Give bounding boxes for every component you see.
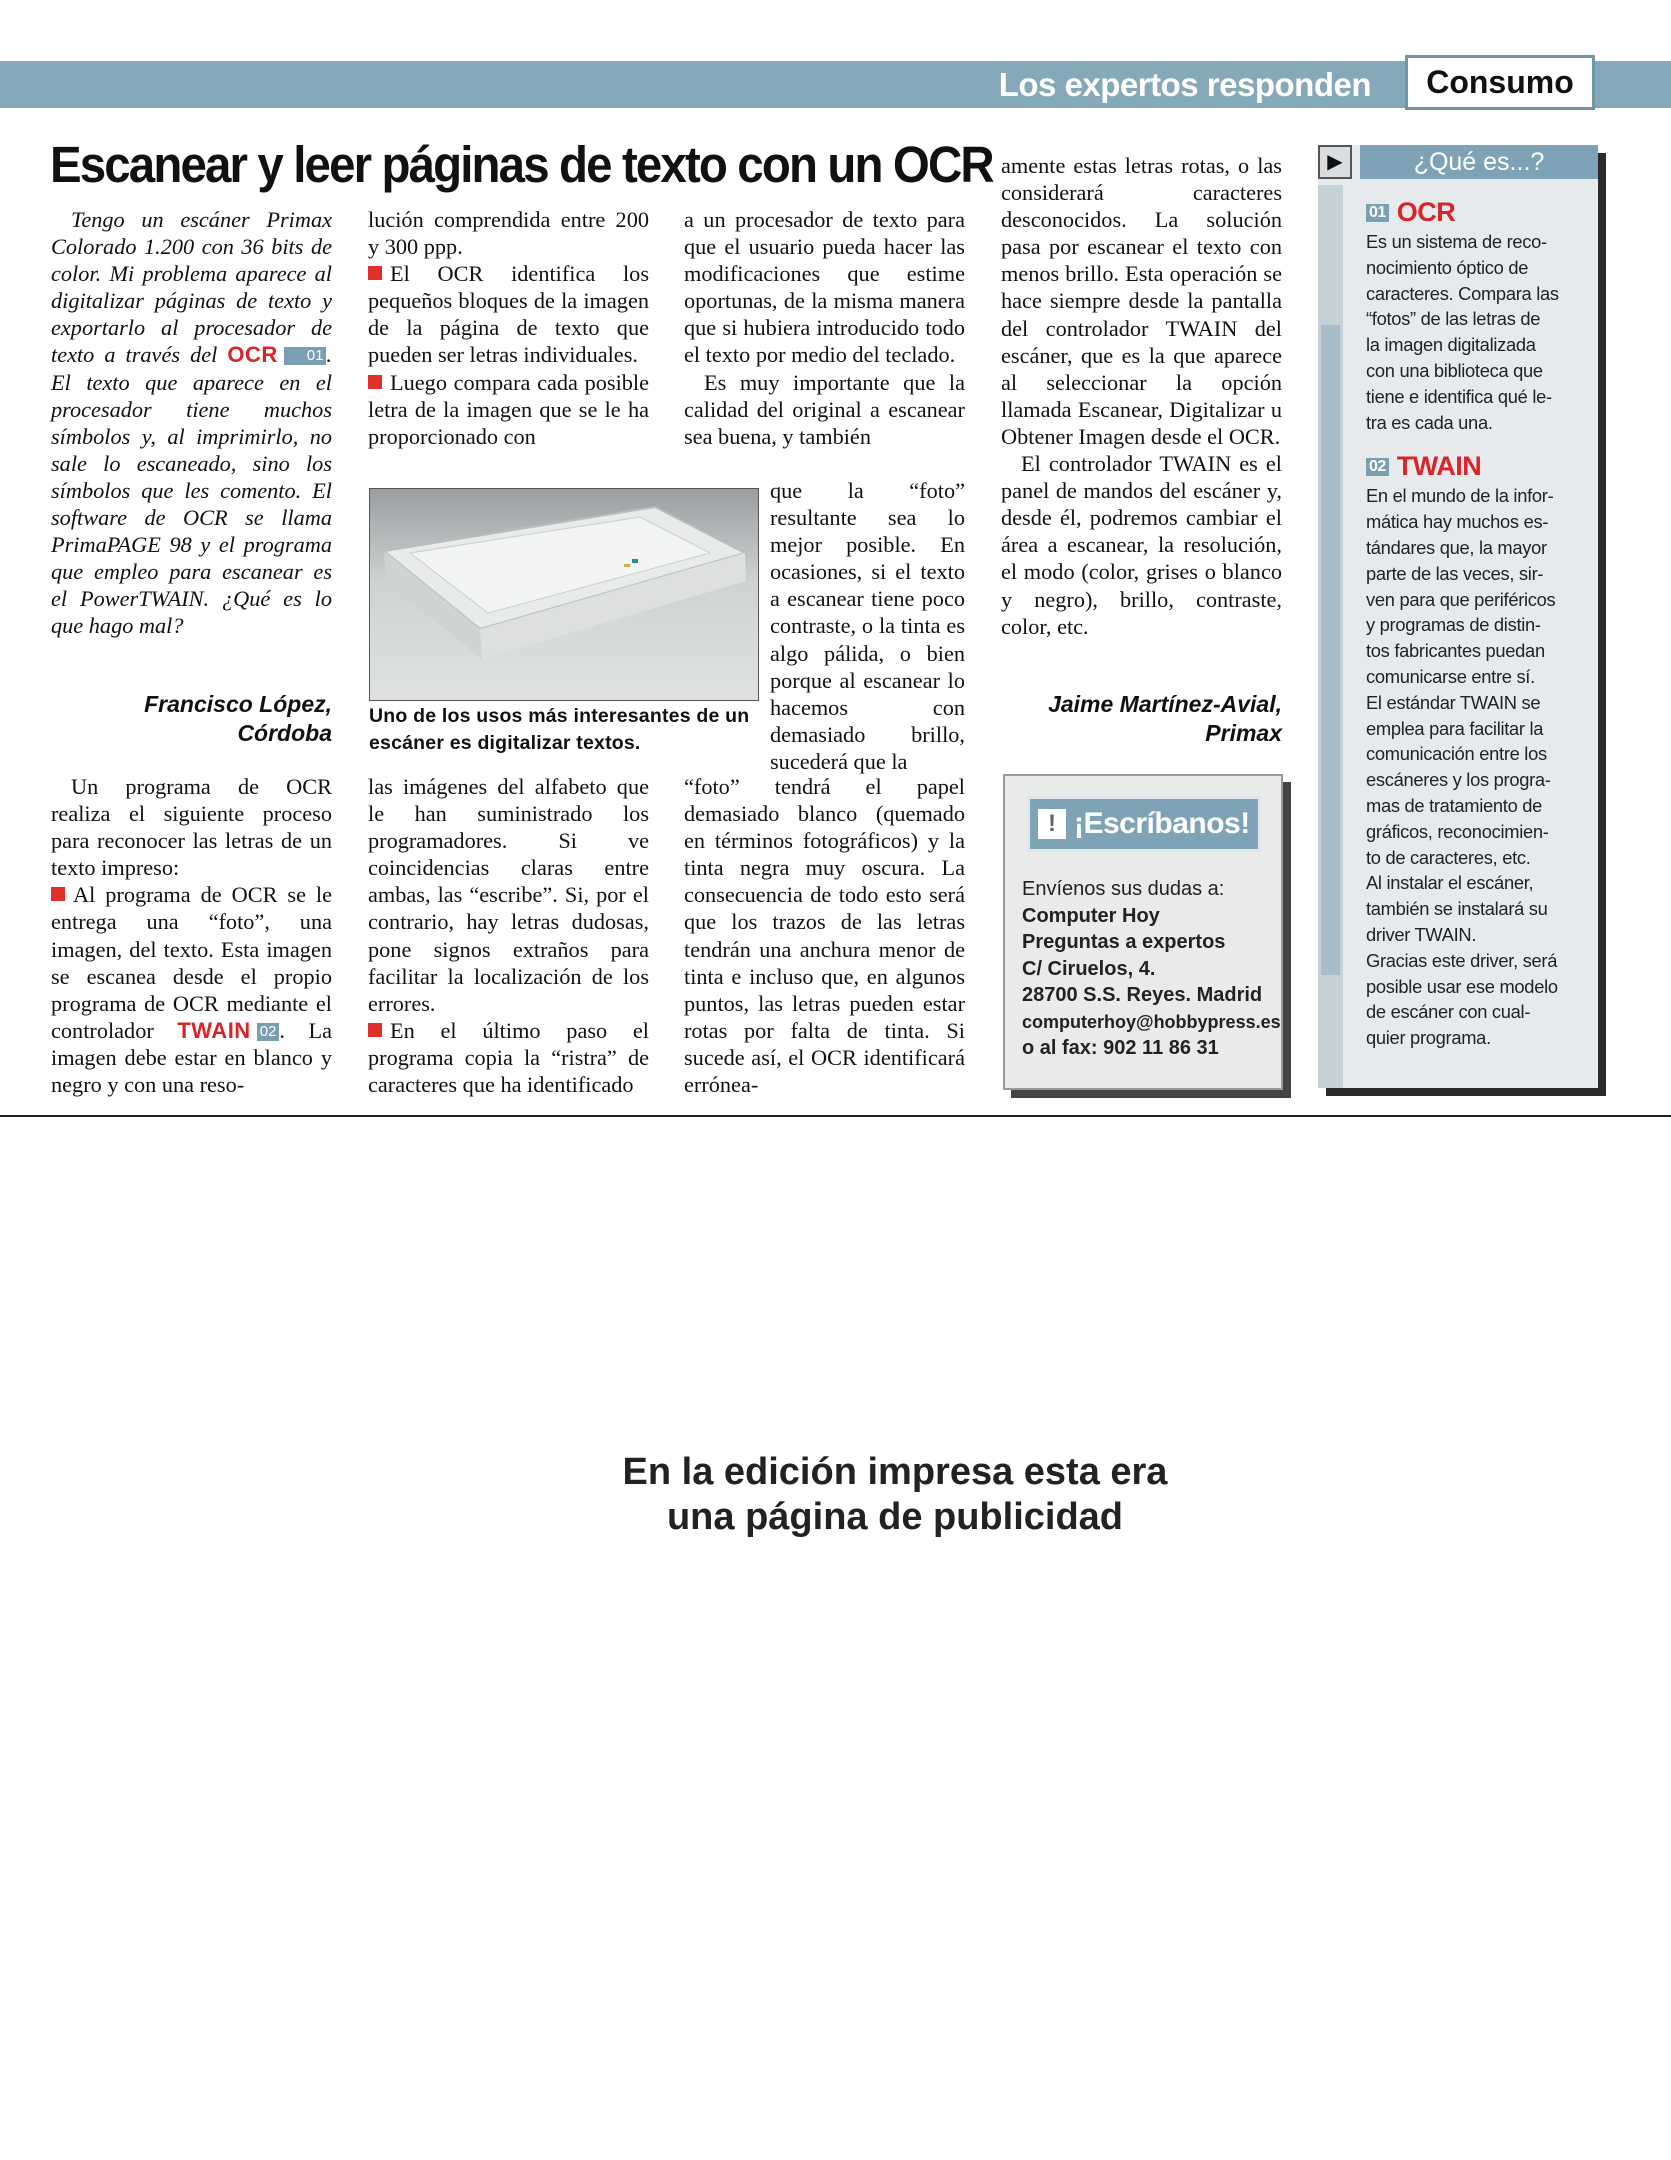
play-arrow-icon[interactable]: ▶	[1318, 145, 1352, 179]
answer-column-3-bottom: “foto” tendrá el papel demasiado blanco (quemado en términos fotográficos) y la tinta negra muy oscura. La consecuencia de todo esto será que los trazos de las letras tendrán una anchura menor de tinta e incluso que, en algunos puntos, las letras pueden estar rotas por falta de tinta. Si sucede así, el OCR identificará errónea-	[684, 774, 965, 1098]
answer-paragraph: Al programa de OCR se le entrega una “foto”, una imagen, del texto. Esta imagen se escanea desde el propio programa de OCR mediante el controlador TWAIN 02 . La imagen debe estar en blanco y negro y con una reso-	[51, 882, 333, 1098]
answer-signature: Jaime Martínez-Avial, Primax	[1048, 691, 1282, 746]
reader-question: Tengo un escáner Primax Colorado 1.200 con 36 bits de color. Mi problema aparece al digitalizar páginas de texto y exportarlo al procesador de texto a través del OCR 01 . El texto que aparece en el procesador tiene muchos símbolos y, al imprimirlo, no sale lo escaneado, sino los símbolos que les comento. El software de OCR se llama PrimaPAGE 98 y el programa que empleo para escanear es el PowerTWAIN. ¿Qué es lo que hago mal?	[51, 207, 332, 639]
answer-column-3-top: a un procesador de texto para que el usuario pueda hacer las modificaciones que estime oportunas, de la misma manera que si hubiera introducido todo el texto por medio del teclado. Es muy importante que la calidad del original a escanear sea buena, y también	[684, 207, 965, 449]
glossary-definition-twain: En el mundo de la infor- mática hay muchos es- tándares que, la mayor parte de las veces, sir- ven para que periféricos y programas de distin- tos fabricantes puedan comunicarse entre sí. El estándar TWAIN se emplea para facilitar la comunicación entre los escáneres y los progra- mas de tratamiento de gráficos, reconocimien- to de caracteres, etc. Al instalar el escáner, también se instalará su driver TWAIN. Gracias este driver, será posible usar ese modelo de escáner con cual- quier programa.	[1366, 485, 1558, 1049]
glossary-definition-ocr: Es un sistema de reco- nocimiento óptico de caracteres. Compara las “fotos” de las letras de la imagen digitalizada con una biblioteca que tiene e identifica qué le- tra es cada una.	[1366, 231, 1559, 433]
article-headline: Escanear y leer páginas de texto con un OCR	[50, 136, 993, 193]
bullet-icon	[51, 887, 65, 901]
contact-email[interactable]: computerhoy@hobbypress.es	[1022, 1011, 1281, 1032]
photo-caption: Uno de los usos más interesantes de un escáner es digitalizar textos.	[369, 705, 750, 754]
sidebar-scrollbar[interactable]	[1318, 185, 1343, 1088]
write-to-us-box	[1003, 774, 1283, 1090]
glossary-term-twain: 02 TWAIN	[1366, 449, 1588, 483]
answer-paragraph: En el último paso el programa copia la “ristra” de caracteres que ha identificado	[368, 1017, 649, 1098]
glossary-title: ¿Qué es...?	[1360, 145, 1598, 179]
write-to-us-title: ¡Escríbanos!	[1074, 807, 1250, 840]
answer-column-1	[51, 773, 332, 1098]
term-ocr-link[interactable]: OCR	[227, 342, 278, 368]
write-to-us-header	[1027, 796, 1261, 852]
advertisement-note: En la edición impresa esta era una página de publicidad	[622, 1451, 1168, 1538]
exclamation-icon: !	[1038, 809, 1066, 839]
sidebar-scroll-thumb[interactable]	[1321, 325, 1340, 975]
answer-column-2-bottom: las imágenes del alfabeto que le han suministrado los programadores. Si ve coincidencias claras entre ambas, las “escribe”. Si, por el contrario, hay letras dudosas, pone signos extraños para facilitar la localización de los errores. En el último paso el programa copia la “ristra” de caracteres que ha identificado	[368, 774, 649, 1098]
scanner-photo	[369, 488, 759, 701]
scanner-illustration	[370, 489, 758, 700]
ref-badge-01: 01	[284, 347, 327, 365]
answer-column-4: amente estas letras rotas, o las considerará caracteres desconocidos. La solución pasa por escanear el texto con menos brillo. Esta operación se hace siempre desde la pantalla del controlador TWAIN del escáner, que es la que aparece al seleccionar la opción llamada Escanear, Digitalizar u Obtener Imagen desde el OCR. El controlador TWAIN es el panel de mandos del escáner y, desde él, podremos cambiar el área a escanear, la resolución, el modo (color, grises o blanco y negro), brillo, contraste, color, etc.	[1001, 153, 1282, 639]
answer-paragraph: El OCR identifica los pequeños bloques de la imagen de la página de texto que pueden ser letras individuales.	[368, 261, 649, 368]
question-column	[51, 206, 332, 640]
bullet-icon	[368, 1023, 382, 1037]
glossary-body	[1366, 195, 1588, 1051]
bullet-icon	[368, 266, 382, 280]
glossary-term-ocr: 01 OCR	[1366, 195, 1588, 229]
section-tag: Consumo	[1405, 55, 1595, 110]
question-signature: Francisco López, Córdoba	[144, 691, 332, 746]
answer-column-2-top: lución comprendida entre 200 y 300 ppp. El OCR identifica los pequeños bloques de la imagen de la página de texto que pueden ser letras individuales. Luego compara cada posible letra de la imagen que se le ha proporcionado con	[368, 207, 649, 449]
section-title: Los expertos responden	[998, 66, 1371, 103]
bullet-icon	[368, 375, 382, 389]
term-twain-link[interactable]: TWAIN	[177, 1017, 251, 1043]
ref-badge-02: 02	[257, 1023, 280, 1041]
glossary-sidebar	[1318, 145, 1598, 1088]
answer-paragraph: Luego compara cada posible letra de la imagen que se le ha proporcionado con	[368, 369, 649, 449]
page-divider	[0, 1115, 1671, 1117]
write-to-us-contact: Envíenos sus dudas a: Computer Hoy Preguntas a expertos C/ Ciruelos, 4. 28700 S.S. Reyes. Madrid computerhoy@hobbypress.es o al fax: 902 11 86 31	[1022, 878, 1281, 1059]
answer-column-3-wrap: que la “foto” resultante sea lo mejor posible. En ocasiones, si el texto a escanear tiene poco contraste, o la tinta es algo pálida, o bien porque al escanear lo hacemos con demasiado brillo, sucederá que la	[770, 478, 965, 774]
answer-paragraph: Un programa de OCR realiza el siguiente proceso para reconocer las letras de un texto impreso:	[51, 774, 332, 881]
